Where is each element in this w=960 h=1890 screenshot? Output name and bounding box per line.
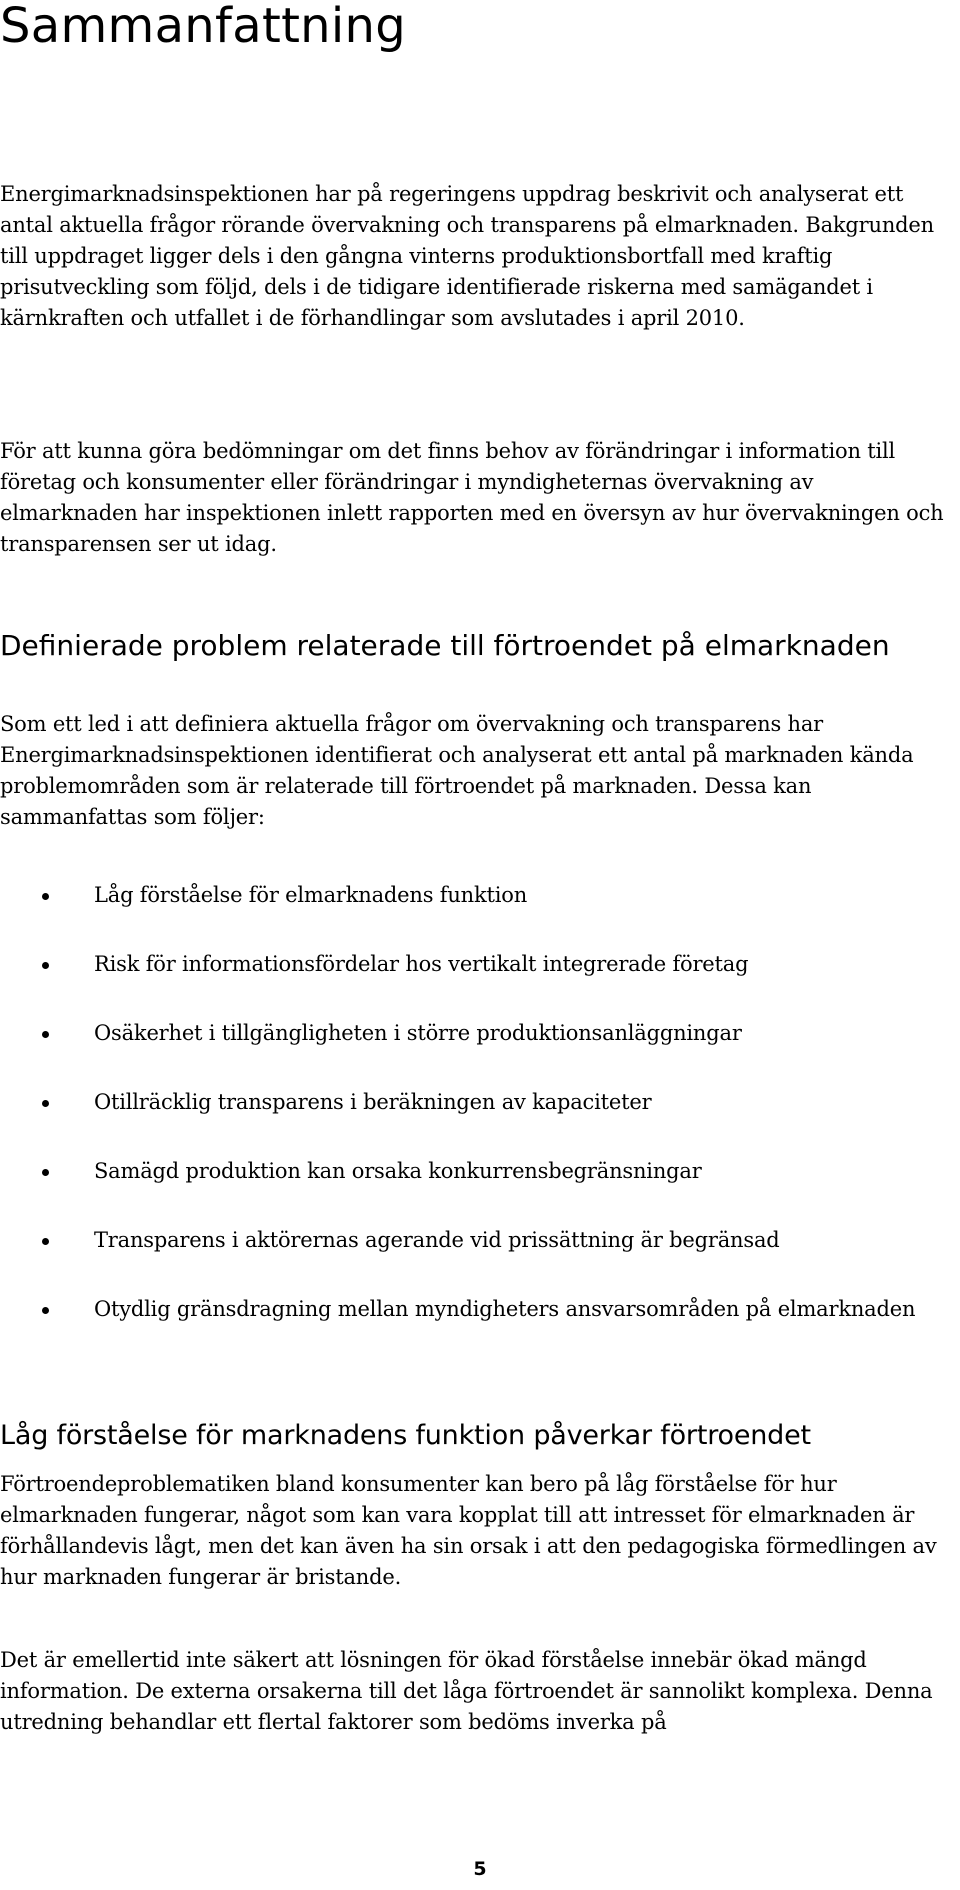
bullet-icon bbox=[42, 1307, 49, 1314]
intro-paragraph-2: För att kunna göra bedömningar om det finns behov av förändringar i information till företag och konsumenter eller förändringar i myndigheternas övervakning av elmarknaden har inspektionen inlett rapporten med en översyn av hur övervakningen och transparensen ser ut idag. bbox=[0, 439, 944, 556]
bullet-icon bbox=[42, 962, 49, 969]
page-number: 5 bbox=[473, 1858, 487, 1880]
list-item bbox=[0, 880, 948, 911]
bullet-icon bbox=[42, 1100, 49, 1107]
bullet-icon bbox=[42, 1169, 49, 1176]
intro-paragraph-1: Energimarknadsinspektionen har på regeringens uppdrag beskrivit och analyserat ett antal aktuella frågor rörande övervakning och transparens på elmarknaden. Bakgrunden till uppdraget ligger dels i den gångna vinterns produktionsbortfall med kraftig prisutveckling som följd, dels i de tidigare identifierade riskerna med samägandet i kärnkraften och utfallet i de förhandlingar som avslutades i april 2010. bbox=[0, 182, 934, 330]
list-item bbox=[0, 1156, 948, 1187]
problem-bullet-list bbox=[0, 880, 948, 1363]
list-item-text: Transparens i aktörernas agerande vid prissättning är begränsad bbox=[94, 1228, 780, 1252]
bullet-icon bbox=[42, 1031, 49, 1038]
list-item-text: Otillräcklig transparens i beräkningen av kapaciteter bbox=[94, 1090, 652, 1114]
list-item-text: Otydlig gränsdragning mellan myndigheters ansvarsområden på elmarknaden bbox=[94, 1297, 916, 1321]
list-item bbox=[0, 1225, 948, 1256]
list-item bbox=[0, 1294, 948, 1325]
list-item-text: Samägd produktion kan orsaka konkurrensbegränsningar bbox=[94, 1159, 702, 1183]
low-understanding-paragraph-2: Det är emellertid inte säkert att lösningen för ökad förståelse innebär ökad mängd information. De externa orsakerna till det låga förtroendet är sannolikt komplexa. Denna utredning behandlar ett flertal faktorer som bedöms inverka på bbox=[0, 1648, 933, 1734]
list-item bbox=[0, 949, 948, 980]
defined-problems-paragraph: Som ett led i att definiera aktuella frågor om övervakning och transparens har Energimarknadsinspektionen identifierat och analyserat ett antal på marknaden kända problemområden som är relaterade till förtroendet på marknaden. Dessa kan sammanfattas som följer: bbox=[0, 712, 914, 829]
list-item bbox=[0, 1018, 948, 1049]
section-heading-low-understanding: Låg förståelse för marknadens funktion påverkar förtroendet bbox=[0, 1420, 811, 1451]
list-item-text: Låg förståelse för elmarknadens funktion bbox=[94, 883, 528, 907]
bullet-icon bbox=[42, 1238, 49, 1245]
page-title: Sammanfattning bbox=[0, 0, 407, 54]
list-item-text: Risk för informationsfördelar hos vertikalt integrerade företag bbox=[94, 952, 749, 976]
list-item-text: Osäkerhet i tillgängligheten i större produktionsanläggningar bbox=[94, 1021, 742, 1045]
low-understanding-paragraph-1: Förtroendeproblematiken bland konsumenter kan bero på låg förståelse för hur elmarknaden fungerar, något som kan vara kopplat till att intresset för elmarknaden är förhållandevis lågt, men det kan även ha sin orsak i att den pedagogiska förmedlingen av hur marknaden fungerar är bristande. bbox=[0, 1472, 937, 1589]
bullet-icon bbox=[42, 893, 49, 900]
section-heading-defined-problems: Definierade problem relaterade till förtroendet på elmarknaden bbox=[0, 629, 890, 662]
list-item bbox=[0, 1087, 948, 1118]
